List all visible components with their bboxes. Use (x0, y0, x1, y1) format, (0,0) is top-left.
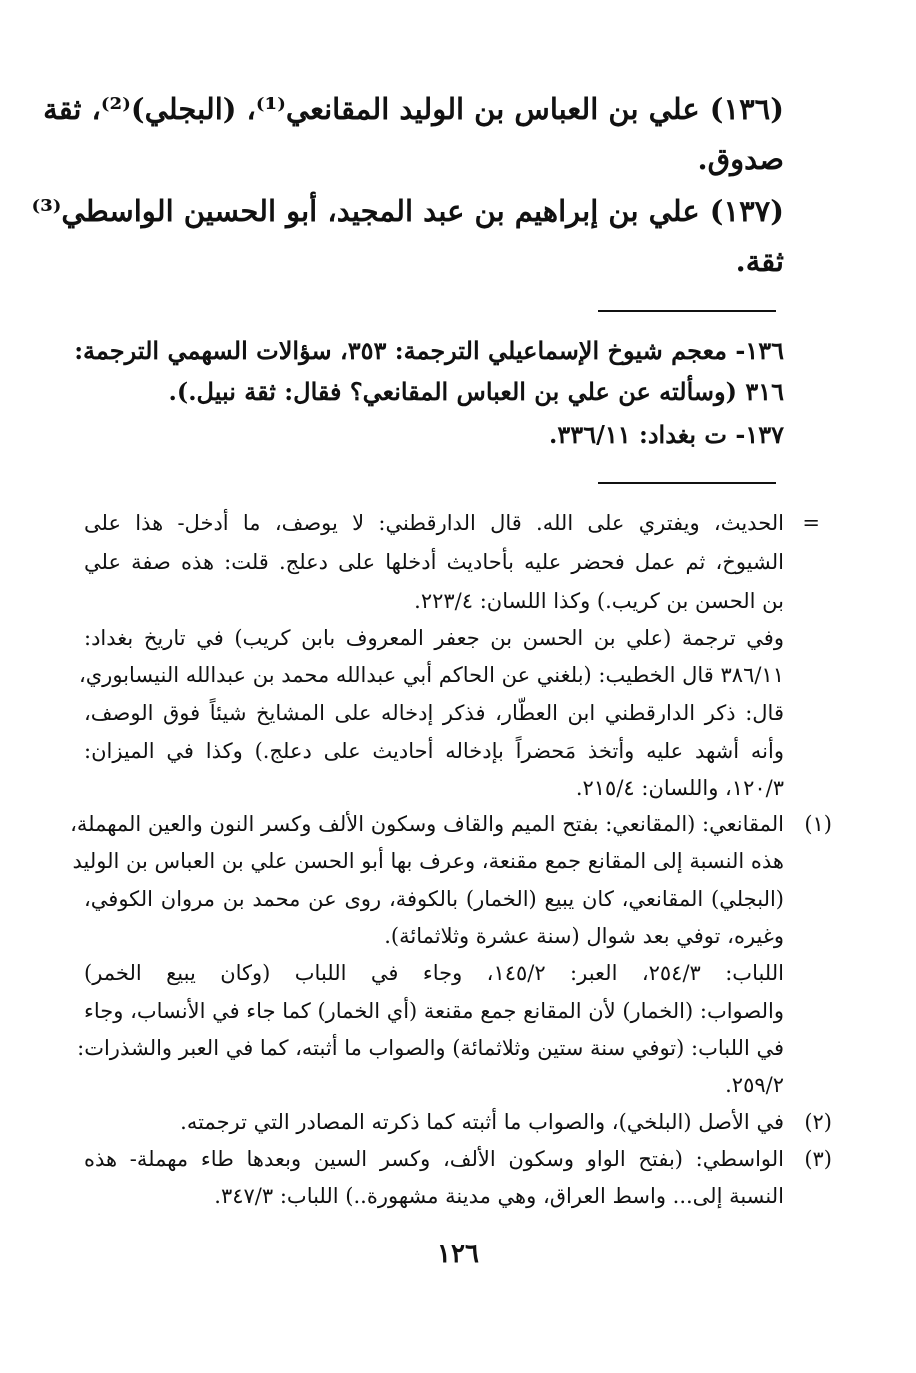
continuation-line-3: بن الحسن بن كريب.) وكذا اللسان: ٢٢٣/٤. (414, 589, 784, 613)
continuation-line-2: الشيوخ، ثم عمل فحضر عليه بأحاديث أدخلها على دعلج. قلت: هذه صفة علي (84, 550, 784, 574)
sources-divider (598, 310, 776, 312)
continuation-line-7: وأنه أشهد عليه وأتخذ مَحضراً بإدخاله أحاديث على دعلج.) وكذا في الميزان: (84, 739, 784, 763)
continuation-line-6: قال: ذكر الدارقطني ابن العطّار، فذكر إدخاله على المشايخ شيئاً فوق الوصف، (84, 701, 784, 725)
continuation-line-4: وفي ترجمة (علي بن الحسن بن جعفر المعروف بابن كريب) في تاريخ بغداد: (84, 626, 784, 650)
footnote-1-line-7: في اللباب: (توفي سنة ستين وثلاثمائة) والصواب ما أثبته، كما في العبر والشذرات: (77, 1036, 784, 1060)
footnote-1-line-8: ٢٥٩/٢. (725, 1073, 784, 1097)
continuation-line-8: ١٢٠/٣، واللسان: ٢١٥/٤. (575, 776, 784, 800)
footnote-1-line-1: المقانعي: (المقانعي: بفتح الميم والقاف وسكون الألف وكسر النون والعين المهملة، (70, 812, 784, 836)
entry-136-line-1: (١٣٦) علي بن العباس بن الوليد المقانعي⁽¹⁾، (البجلي)⁽²⁾، ثقة (43, 92, 784, 126)
continuation-line-5: ٣٨٦/١١ قال الخطيب: (بلغني عن الحاكم أبي عبدالله محمد بن عبدالله النيسابوري، (78, 663, 784, 687)
footnote-3-marker: (٣) (804, 1147, 832, 1171)
entry-136-line-2: صدوق. (697, 142, 784, 176)
continuation-line-1: الحديث، ويفتري على الله. قال الدارقطني: لا يوصف، ما أدخل- هذا على (84, 511, 784, 535)
footnote-1-line-4: وغيره، توفي بعد شوال (سنة عشرة وثلاثمائة). (384, 924, 784, 948)
page-number: ١٢٦ (437, 1239, 479, 1269)
entry-137-line-2: ثقة. (735, 244, 784, 278)
footnote-1-marker: (١) (804, 812, 832, 836)
footnote-1-line-5: اللباب: ٢٥٤/٣، العبر: ١٤٥/٢، وجاء في اللباب (وكان يبيع الخمر) (84, 961, 784, 985)
entry-137-line-1: (١٣٧) علي بن إبراهيم بن عبد المجيد، أبو الحسين الواسطي⁽³⁾ (31, 194, 784, 228)
footnotes-divider (598, 482, 776, 484)
footnote-3-line-1: الواسطي: (بفتح الواو وسكون الألف، وكسر السين وبعدها طاء مهملة- هذه (84, 1147, 784, 1171)
footnote-1-line-2: هذه النسبة إلى المقانع جمع مقنعة، وعرف بها أبو الحسن علي بن العباس بن الوليد (72, 849, 784, 873)
footnote-1-line-6: والصواب: (الخمار) لأن المقانع جمع مقنعة (أي الخمار) كما جاء في الأنساب، وجاء (84, 999, 784, 1023)
source-136-line-1: ١٣٦- معجم شيوخ الإسماعيلي الترجمة: ٣٥٣، سؤالات السهمي الترجمة: (74, 336, 784, 365)
footnote-2-marker: (٢) (804, 1110, 832, 1134)
source-137-line-1: ١٣٧- ت بغداد: ٣٣٦/١١. (549, 420, 784, 449)
footnote-1-line-3: (البجلي) المقانعي، كان يبيع (الخمار) بالكوفة، روى عن محمد بن مروان الكوفي، (84, 887, 784, 911)
source-136-line-2: ٣١٦ (وسألته عن علي بن العباس المقانعي؟ فقال: ثقة نبيل.). (168, 377, 784, 406)
footnote-3-line-2: النسبة إلى... واسط العراق، وهي مدينة مشهورة..) اللباب: ٣٤٧/٣. (214, 1184, 784, 1208)
footnote-2-line-1: في الأصل (البلخي)، والصواب ما أثبته كما ذكرته المصادر التي ترجمته. (180, 1110, 784, 1134)
continuation-marker: = (802, 511, 820, 535)
